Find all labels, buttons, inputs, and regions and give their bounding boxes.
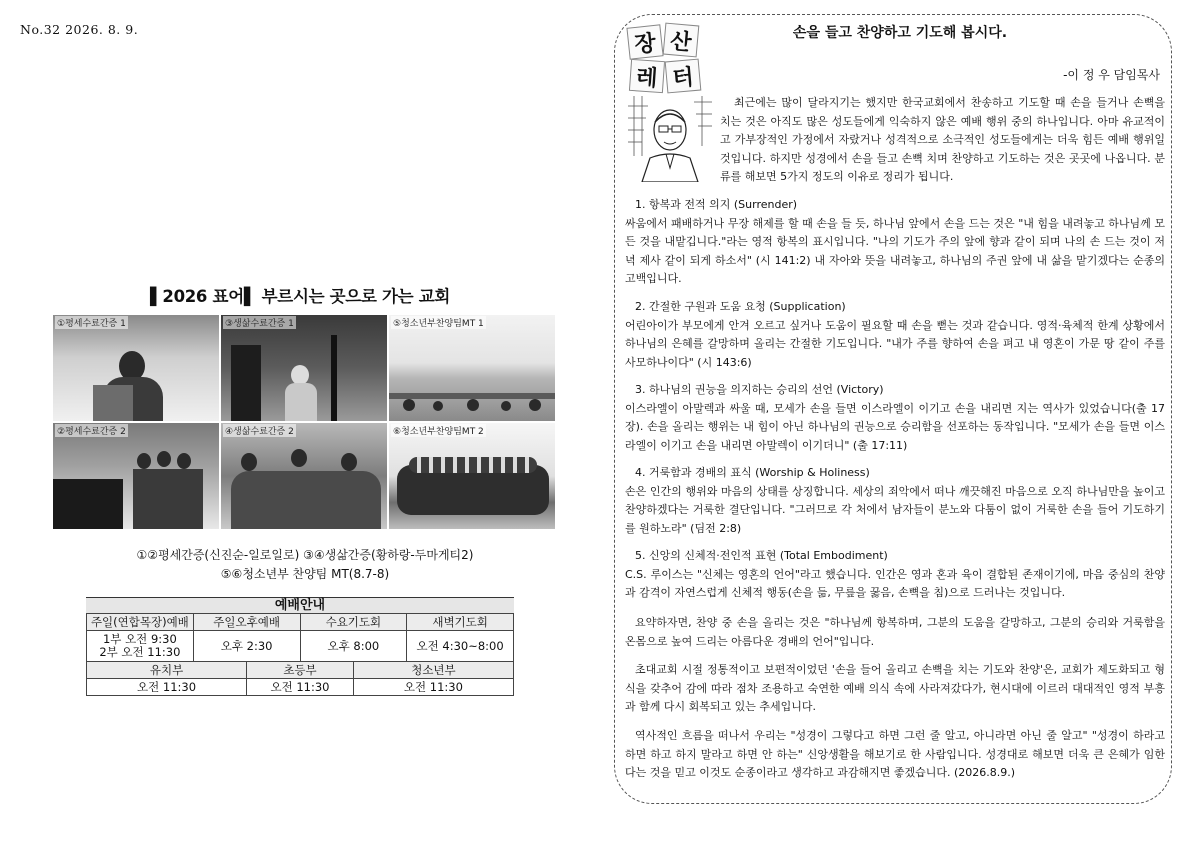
- section-text: 싸움에서 패배하거나 무장 해제를 할 때 손을 들 듯, 하나님 앞에서 손을 드는 것은 "내 힘을 내려놓고 하나님께 모든 것을 내맡깁니다."라는 영적 항복의 표시입니다. "나의 기도가 주의 앞에 향과 같이 되며 나의 손 드는 것이 저녁 제사 같이 되게 하소서" (시 141:2) 내 자아와 뜻을 내려놓고, 하나님의 주권 앞에 내 삶을 맡기겠다는 순종의 고백입니다.: [625, 216, 1165, 285]
- section-text: 어린아이가 부모에게 안겨 오르고 싶거나 도움이 필요할 때 손을 뻗는 것과 같습니다. 영적·육체적 한계 상황에서 하나님의 은혜를 갈망하며 올리는 간절한 기도입니다. "내가 주를 향하여 손을 펴고 내 영혼이 가문 땅 같이 주를 사모하나이다" (시 143:6): [625, 318, 1165, 369]
- schedule-header: 새벽기도회: [407, 614, 514, 631]
- photo-caption: ⑤청소년부찬양팀MT 1: [391, 316, 486, 329]
- letter-closing: 역사적인 흐름을 떠나서 우리는 "성경이 그렇다고 하면 그런 줄 알고, 아니라면 아닌 줄 알고" "성경이 하라고 하면 하고 하지 말라고 하면 안 하는" 신앙생활을 해보기로 한 사람입니다. 성경대로 해보면 더욱 큰 은혜가 임한다는 것을 믿고 이것도 순종이라고 생각하고 과감해지면 좋겠습니다. (2026.8.9.): [625, 729, 1165, 779]
- section-heading: 4. 거룩함과 경배의 표식 (Worship & Holiness): [635, 466, 870, 479]
- photo-4: [220, 422, 388, 530]
- badge-char: 산: [663, 23, 700, 58]
- school-time: 오전 11:30: [87, 679, 247, 696]
- school-header: 유치부: [87, 662, 247, 679]
- letter-section-4: [625, 464, 1165, 538]
- schedule-header: 주일(연합목장)예배: [87, 614, 194, 631]
- worship-guide-title: 예배안내: [86, 597, 514, 614]
- letter-section-3: [625, 381, 1165, 455]
- letter-section-2: [625, 298, 1165, 372]
- badge-char: 레: [629, 59, 665, 93]
- letter-title: 손을 들고 찬양하고 기도해 봅시다.: [792, 25, 1008, 41]
- photo-caption: ⑥청소년부찬양팀MT 2: [391, 424, 486, 437]
- issue-number: No.32 2026. 8. 9.: [20, 22, 139, 37]
- photo-6: [388, 422, 556, 530]
- school-time: 오전 11:30: [247, 679, 354, 696]
- photo-1: [52, 314, 220, 422]
- schedule-time: 오후 2:30: [193, 631, 300, 662]
- letter-history: 초대교회 시절 정통적이고 보편적이었던 '손을 들어 올리고 손뼉을 치는 기도와 찬양'은, 교회가 제도화되고 형식을 갖추어 감에 따라 점차 조용하고 숙연한 예배 의식 속에 사라져갔다가, 현시대에 이르러 대대적인 영적 부흥과 함께 다시 회복되고 있는 추세입니다.: [625, 663, 1165, 713]
- year-theme: ▌2026 표어▌ 부르시는 곳으로 가는 교회: [150, 287, 451, 306]
- photo-caption: ②평세수료간증 2: [55, 424, 128, 437]
- badge-char: 터: [665, 59, 702, 94]
- photo-caption-line-2: ⑤⑥청소년부 찬양팀 MT(8.7-8): [220, 567, 390, 581]
- letter-section-1: [625, 196, 1165, 289]
- photo-caption-line-1: ①②평세간증(신진순-일로일로) ③④생삶간증(황하랑-두마게티2): [136, 548, 474, 562]
- section-heading: 2. 간절한 구원과 도움 요청 (Supplication): [635, 300, 846, 313]
- photo-caption: ①평세수료간증 1: [55, 316, 128, 329]
- photo-3: [220, 314, 388, 422]
- photo-caption: ④생삶수료간증 2: [223, 424, 296, 437]
- section-text: C.S. 루이스는 "신체는 영혼의 언어"라고 했습니다. 인간은 영과 혼과 육이 결합된 존재이기에, 마음 중심의 찬양과 감격이 자연스럽게 신체적 행동(손을 듦, 무릎을 꿇음, 손뼉을 침)으로 드러나는 것입니다.: [625, 567, 1165, 599]
- schedule-time: 1부 오전 9:30 2부 오전 11:30: [87, 631, 194, 662]
- photo-2: [52, 422, 220, 530]
- school-header: 청소년부: [353, 662, 513, 679]
- school-header: 초등부: [247, 662, 354, 679]
- letter-author: -이 정 우 담임목사: [1063, 68, 1160, 82]
- letter-column-badge: [626, 24, 700, 94]
- schedule-time: 오전 4:30~8:00: [407, 631, 514, 662]
- section-text: 이스라엘이 아말렉과 싸울 때, 모세가 손을 들면 이스라엘이 이기고 손을 내리면 지는 역사가 있었습니다(출 17장). 손을 올리는 행위는 내 힘이 아닌 하나님의 권능으로 승리함을 선포하는 동작입니다. "모세가 손을 들면 이스라엘이 이기고 손을 내리면 아말렉이 이기더니" (출 17:11): [625, 401, 1165, 452]
- section-heading: 5. 신앙의 신체적·전인적 표현 (Total Embodiment): [635, 549, 888, 562]
- photo-grid: [52, 314, 556, 530]
- pastor-portrait-sketch: [628, 96, 712, 182]
- badge-char: 장: [626, 24, 663, 59]
- school-time: 오전 11:30: [353, 679, 513, 696]
- schedule-header: 수요기도회: [300, 614, 407, 631]
- schedule-time: 오후 8:00: [300, 631, 407, 662]
- letter-section-5: [625, 547, 1165, 603]
- photo-5: [388, 314, 556, 422]
- worship-schedule-table: [86, 613, 514, 696]
- section-heading: 1. 항복과 전적 의지 (Surrender): [635, 198, 798, 211]
- photo-caption: ③생삶수료간증 1: [223, 316, 296, 329]
- schedule-header: 주일오후예배: [193, 614, 300, 631]
- letter-intro: 최근에는 많이 달라지기는 했지만 한국교회에서 찬송하고 기도할 때 손을 들거나 손뼉을 치는 것은 아직도 많은 성도들에게 익숙하지 않은 예배 행위 중의 하나입니다. 아마 유교적이고 가부장적인 가정에서 자랐거나 성격적으로 소극적인 성도들에게는 더욱 힘든 예배 행위일 것입니다. 하지만 성경에서 손을 들고 손뼉 치며 찬양하고 기도하는 것은 곳곳에 나옵니다. 분류를 해보면 5가지 정도의 이유로 정리가 됩니다.: [720, 96, 1165, 183]
- letter-summary: 요약하자면, 찬양 중 손을 올리는 것은 "하나님께 항복하며, 그분의 도움을 갈망하고, 그분의 승리와 거룩함을 온몸으로 높여 드리는 아름다운 경배의 언어"입니다.: [625, 616, 1165, 648]
- section-text: 손은 인간의 행위와 마음의 상태를 상징합니다. 세상의 죄악에서 떠나 깨끗해진 마음으로 오직 하나님만을 높이고 찬양하겠다는 거룩한 결단입니다. "그러므로 각 처에서 남자들이 분노와 다툼이 없이 거룩한 손을 들어 기도하기를 원하노라" (딤전 2:8): [625, 484, 1165, 535]
- section-heading: 3. 하나님의 권능을 의지하는 승리의 선언 (Victory): [635, 383, 884, 396]
